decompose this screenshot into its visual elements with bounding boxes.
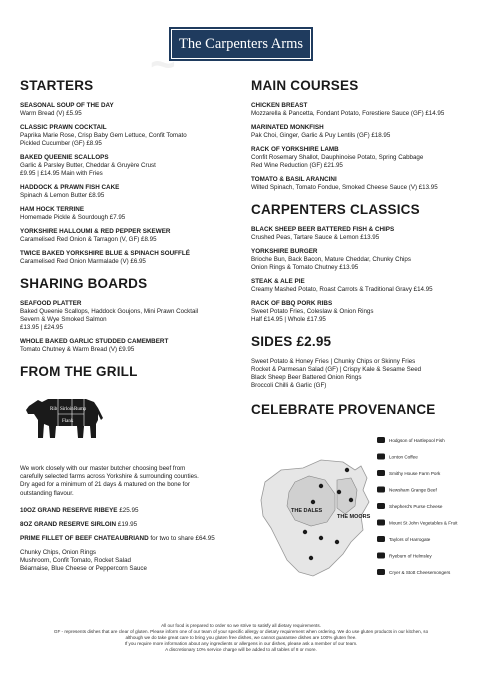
menu-item-description: Pickled Cucumber (GF) £8.95 — [20, 140, 102, 147]
menu-item — [251, 176, 469, 192]
menu-item-description: Red Wine Reduction (GF) £21.95 — [251, 162, 343, 169]
menu-item — [20, 184, 235, 200]
supplier-name: Mount St John Vegetables & Fruit — [389, 520, 458, 526]
map-marker — [345, 468, 349, 472]
grill-heading: FROM THE GRILL — [20, 364, 138, 379]
map-marker — [349, 498, 353, 502]
provenance-map — [251, 430, 475, 602]
menu-item — [251, 226, 469, 242]
menu-item — [251, 248, 469, 272]
menu-item-description: Garlic & Parsley Butter, Cheddar & Gruyère Crust — [20, 162, 156, 169]
menu-item-description: Half £14.95 | Whole £17.95 — [251, 316, 326, 323]
classics-list — [251, 226, 469, 324]
menu-item-name: HAM HOCK TERRINE — [20, 206, 85, 213]
map-marker — [319, 484, 323, 488]
grill-item-price: for two to share £64.95 — [148, 534, 215, 542]
grill-intro-line: carefully selected farms across Yorkshire & surrounding counties. — [20, 473, 199, 481]
footer-line: If you require more information about any ingredients or allergens in our dishes, please ask a member of our team. — [124, 641, 358, 646]
menu-item-description: Spinach & Lemon Butter £8.95 — [20, 192, 105, 199]
menu-item — [251, 278, 469, 294]
supplier-list — [377, 437, 458, 575]
map-marker — [303, 530, 307, 534]
supplier-name: Ryeburn of Helmsley — [389, 553, 432, 559]
side-line: Sweet Potato & Honey Fries | Chunky Chips or Skinny Fries — [251, 358, 416, 365]
map-marker — [311, 500, 315, 504]
cut-label-rump: Rump — [74, 407, 87, 412]
menu-item-name: RACK OF YORKSHIRE LAMB — [251, 146, 339, 153]
region-the-dales: THE DALES — [291, 508, 323, 514]
menu-item — [251, 124, 469, 140]
supplier-icon — [377, 487, 385, 493]
map-marker — [319, 536, 323, 540]
footer-line: A discretionary 10% service charge will be added to all tables of 8 or more. — [165, 647, 317, 652]
menu-item-name: CHICKEN BREAST — [251, 102, 308, 109]
map-marker — [335, 540, 339, 544]
menu-item-name: BAKED QUEENIE SCALLOPS — [20, 154, 109, 161]
starters-list — [20, 102, 235, 266]
grill-side-line: Mushroom, Confit Tomato, Rocket Salad — [20, 556, 131, 564]
menu-item-description: Brioche Bun, Back Bacon, Mature Cheddar, Chunky Chips — [251, 256, 411, 263]
footer-line: All our food is prepared to order so we strive to satisfy all dietary requirements. — [161, 623, 321, 628]
menu-item-description: Mozzarella & Pancetta, Fondant Potato, Forestiere Sauce (GF) £14.95 — [251, 110, 445, 117]
classics-heading: CARPENTERS CLASSICS — [251, 202, 420, 217]
menu-item-description: Paprika Marie Rose, Crisp Baby Gem Lettuce, Confit Tomato — [20, 132, 187, 139]
menu-item-description: Caramelised Red Onion Marmalade (V) £6.95 — [20, 258, 146, 265]
region-the-moors: THE MOORS — [337, 514, 371, 520]
menu-item-name: STEAK & ALE PIE — [251, 278, 305, 285]
logo: The Carpenters Arms — [169, 27, 313, 61]
menu-item-name: TWICE BAKED YORKSHIRE BLUE & SPINACH SOUFFLÉ — [20, 250, 190, 257]
menu-item-description: Tomato Chutney & Warm Bread (V) £9.95 — [20, 346, 135, 353]
menu-item-description: Creamy Mashed Potato, Roast Carrots & Traditional Gravy £14.95 — [251, 286, 433, 293]
grill-intro-line: outstanding flavour. — [20, 489, 74, 497]
grill-sides — [20, 549, 235, 573]
grill-list — [20, 507, 235, 543]
menu-item-name: WHOLE BAKED GARLIC STUDDED CAMEMBERT — [20, 338, 169, 345]
supplier-name: Taylors of Harrogate — [389, 537, 431, 542]
menu-item-description: Warm Bread (V) £5.95 — [20, 110, 82, 117]
side-line: Broccoli Chilli & Garlic (GF) — [251, 382, 327, 389]
provenance-heading: CELEBRATE PROVENANCE — [251, 402, 436, 417]
grill-item-name: PRIME FILLET OF BEEF CHATEAUBRIAND — [20, 534, 149, 542]
supplier-icon — [377, 536, 385, 542]
menu-item-description: Crushed Peas, Tartare Sauce & Lemon £13.95 — [251, 234, 380, 241]
grill-intro-line: We work closely with our master butcher choosing beef from — [20, 465, 186, 472]
supplier-name: Shepherd's Purse Cheese — [389, 504, 443, 509]
menu-item-description: Sweet Potato Fries, Coleslaw & Onion Rings — [251, 308, 374, 315]
mains-heading: MAIN COURSES — [251, 78, 359, 93]
mains-list — [251, 102, 469, 192]
supplier-name: Smithy House Farm Pork — [389, 471, 441, 476]
menu-item-name: CLASSIC PRAWN COCKTAIL — [20, 124, 107, 131]
grill-item — [20, 521, 235, 529]
menu-item — [20, 250, 235, 266]
menu-item-description: £13.95 | £24.95 — [20, 324, 63, 331]
supplier-icon — [377, 569, 385, 575]
grill-side-line: Chunky Chips, Onion Rings — [20, 548, 97, 556]
menu-item — [251, 102, 469, 118]
footer-line: GF - represents dishes that are clear of gluten. Please inform one of our team of your specific allergy or dietary requirement when ordering. We do use gluten products in our kitchen, so — [53, 629, 429, 634]
menu-item — [251, 146, 469, 170]
menu-item-description: Baked Queenie Scallops, Haddock Goujons, Mini Prawn Cocktail — [20, 308, 199, 315]
menu-item-description: Pak Choi, Ginger, Garlic & Puy Lentils (GF) £18.95 — [251, 132, 391, 139]
supplier-name: Lonton Coffee — [389, 454, 418, 460]
starters-heading: STARTERS — [20, 78, 94, 93]
menu-item-description: £9.95 | £14.95 Main with Fries — [20, 170, 103, 177]
sharing-heading: SHARING BOARDS — [20, 276, 148, 291]
menu-item-name: YORKSHIRE BURGER — [251, 248, 318, 255]
menu-item — [20, 154, 235, 178]
grill-item-price: £25.95 — [117, 506, 139, 514]
cut-label-rib: Rib — [50, 407, 58, 412]
supplier-icon — [377, 454, 385, 460]
grill-item-price: £19.95 — [116, 520, 138, 528]
side-line: Black Sheep Beer Battered Onion Rings — [251, 374, 362, 381]
menu-item — [20, 102, 235, 118]
grill-intro-line: Dry aged for a minimum of 21 days & matured on the bone for — [20, 481, 190, 489]
menu-item-description: Confit Rosemary Shallot, Dauphinoise Potato, Spring Cabbage — [251, 154, 424, 161]
grill-item-name: 10OZ GRAND RESERVE RIBEYE — [20, 506, 118, 514]
supplier-icon — [377, 520, 385, 526]
cut-label-sirloin: Sirloin — [60, 407, 74, 412]
map-marker — [309, 556, 313, 560]
left-column — [20, 78, 235, 573]
menu-item-name: MARINATED MONKFISH — [251, 124, 324, 131]
menu-item-description: Severn & Wye Smoked Salmon — [20, 316, 107, 323]
grill-item — [20, 507, 235, 515]
grill-item-name: 8OZ GRAND RESERVE SIRLOIN — [20, 520, 117, 528]
menu-item-description: Wilted Spinach, Tomato Fondue, Smoked Cheese Sauce (V) £13.95 — [251, 184, 438, 191]
supplier-icon — [377, 553, 385, 559]
menu-item-name: SEASONAL SOUP OF THE DAY — [20, 102, 114, 109]
watermark-top: ~ — [150, 40, 176, 89]
menu-item-description: Homemade Pickle & Sourdough £7.95 — [20, 214, 126, 221]
menu-item-name: SEAFOOD PLATTER — [20, 300, 82, 307]
grill-side-line: Béarnaise, Blue Cheese or Peppercorn Sauce — [20, 564, 147, 572]
menu-item-description: Onion Rings & Tomato Chutney £13.95 — [251, 264, 359, 271]
menu-item — [251, 300, 469, 324]
menu-item — [20, 338, 235, 354]
sides-list — [251, 358, 469, 390]
map-marker — [337, 490, 341, 494]
supplier-name: Cryer & Stott Cheesemongers — [389, 570, 451, 575]
menu-item-name: YORKSHIRE HALLOUMI & RED PEPPER SKEWER — [20, 228, 171, 235]
menu-item-name: BLACK SHEEP BEER BATTERED FISH & CHIPS — [251, 226, 395, 233]
menu-item-name: TOMATO & BASIL ARANCINI — [251, 176, 337, 183]
right-column — [251, 78, 469, 607]
supplier-icon — [377, 503, 385, 509]
supplier-name: Hodgson of Hartlepool Fish — [389, 438, 445, 443]
side-line: Rocket & Parmesan Salad (GF) | Crispy Kale & Sesame Seed — [251, 366, 422, 373]
beef-cuts-cow-icon — [26, 390, 104, 442]
grill-item — [20, 535, 235, 543]
cut-label-flank: Flank — [62, 419, 74, 424]
menu-item — [20, 228, 235, 244]
menu-item-name: RACK OF BBQ PORK RIBS — [251, 300, 333, 307]
menu-item-description: Caramelised Red Onion & Tarragon (V, GF) £8.95 — [20, 236, 157, 243]
sides-heading: SIDES £2.95 — [251, 334, 332, 349]
menu-item — [20, 300, 235, 332]
sharing-list — [20, 300, 235, 354]
menu-item — [20, 124, 235, 148]
supplier-name: Newsham Grange Beef — [389, 487, 437, 493]
footer-line: although we do take great care to bring you gluten free dishes, we cannot guarantee dishes are 100% gluten free. — [125, 635, 357, 640]
menu-item — [20, 206, 235, 222]
menu-item-name: HADDOCK & PRAWN FISH CAKE — [20, 184, 120, 191]
supplier-icon — [377, 437, 385, 443]
footer-notes — [10, 623, 472, 653]
supplier-icon — [377, 470, 385, 476]
grill-intro — [20, 465, 235, 498]
